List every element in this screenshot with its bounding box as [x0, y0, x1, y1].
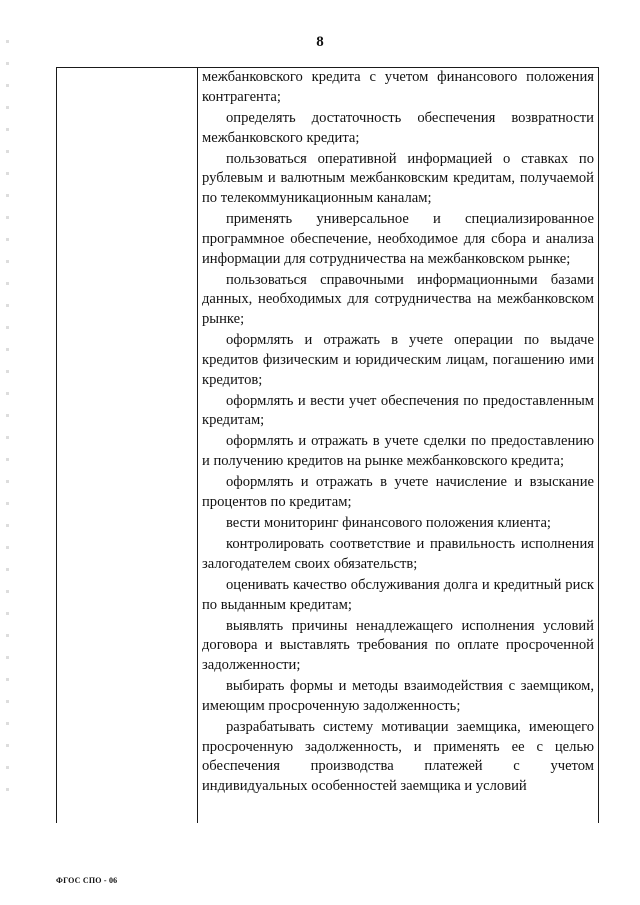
- list-item: оформлять и отражать в учете сделки по предоставлению и получению кредитов на рынке межбанковского кредита;: [202, 433, 594, 470]
- binding-marks: [6, 40, 9, 800]
- content-table: [56, 67, 599, 823]
- table-right-column: [202, 68, 594, 823]
- list-item: оформлять и вести учет обеспечения по предоставленным кредитам;: [202, 392, 594, 429]
- list-item: вести мониторинг финансового положения клиента;: [226, 514, 551, 531]
- list-item: определять достаточность обеспечения возвратности межбанковского кредита;: [202, 109, 594, 146]
- list-item: применять универсальное и специализированное программное обеспечение, необходимое для сбора и анализа информации для сотрудничества на межбанковском рынке;: [202, 211, 594, 267]
- footer-label: ФГОС СПО - 06: [56, 876, 118, 885]
- list-item: выявлять причины ненадлежащего исполнения условий договора и выставлять требования по оплате просроченной задолженности;: [202, 617, 594, 674]
- table-left-column: [57, 68, 198, 823]
- list-item: межбанковского кредита с учетом финансового положения контрагента;: [202, 69, 594, 105]
- list-item: пользоваться справочными информационными базами данных, необходимых для сотрудничества на межбанковском рынке;: [202, 271, 594, 327]
- list-item: оформлять и отражать в учете начисление и взыскание процентов по кредитам;: [202, 474, 594, 510]
- page-number: 8: [316, 34, 324, 50]
- list-item: контролировать соответствие и правильность исполнения залогодателем своих обязательств;: [202, 536, 594, 572]
- list-item: оценивать качество обслуживания долга и кредитный риск по выданным кредитам;: [202, 576, 594, 613]
- list-item: оформлять и отражать в учете операции по выдаче кредитов физическим и юридическим лицам, погашению ими кредитов;: [202, 332, 594, 388]
- list-item: пользоваться оперативной информацией о ставках по рублевым и валютным межбанковским кредитам, получаемой по телекоммуникационным каналам;: [202, 150, 594, 206]
- list-item: выбирать формы и методы взаимодействия с заемщиком, имеющим просроченную задолженность;: [202, 678, 594, 714]
- list-item: разрабатывать систему мотивации заемщика, имеющего просроченную задолженность, и применять ее с целью обеспечения производства платежей с учетом индивидуальных особенностей заемщика и условий: [202, 718, 594, 795]
